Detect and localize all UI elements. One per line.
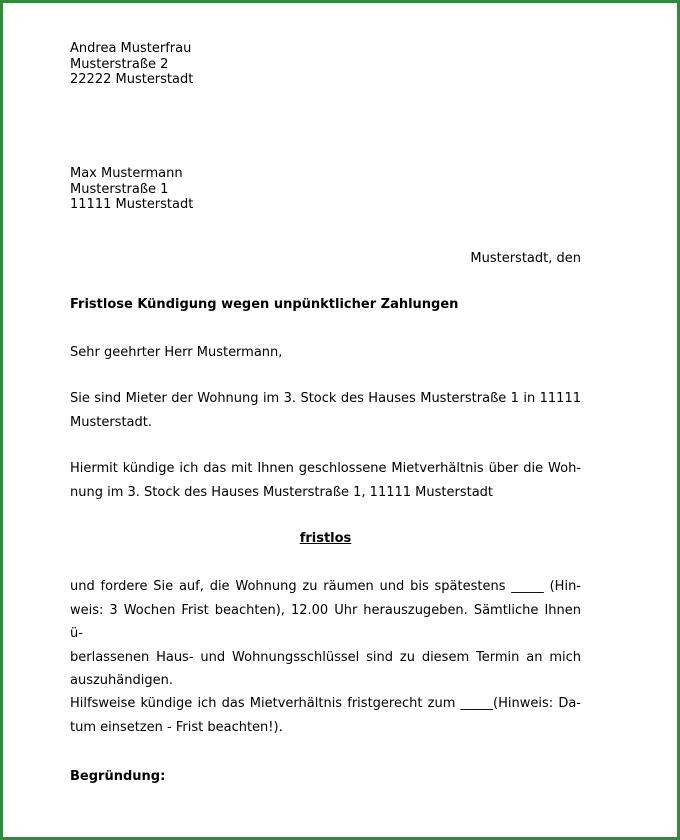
paragraph-line: berlassenen Haus- und Wohnungsschlüssel sind zu diesem Termin an mich	[70, 649, 581, 665]
paragraph-line: weis: 3 Wochen Frist beachten), 12.00 Uhr herauszugeben. Sämtliche Ihnen ü-	[70, 602, 581, 641]
paragraph-line: Sie sind Mieter der Wohnung im 3. Stock des Hauses Musterstraße 1 in 11111	[70, 391, 581, 406]
paragraph-line: Musterstadt.	[70, 414, 152, 430]
paragraph-line: Hilfsweise kündige ich das Mietverhältnis fristgerecht zum _____(Hinweis: Da-	[70, 696, 581, 711]
recipient-name: Max Mustermann	[70, 166, 183, 181]
recipient-street: Musterstraße 1	[70, 181, 169, 197]
subject-line: Fristlose Kündigung wegen unpünktlicher Zahlungen	[70, 297, 459, 312]
recipient-address	[70, 166, 581, 213]
salutation: Sehr geehrter Herr Mustermann,	[70, 345, 283, 360]
paragraph-line: auszuhändigen.	[70, 673, 173, 688]
paragraph-termination	[70, 457, 581, 504]
recipient-city: 11111 Musterstadt	[70, 197, 194, 212]
sender-name: Andrea Musterfrau	[70, 41, 192, 56]
paragraph-line: und fordere Sie auf, die Wohnung zu räumen und bis spätestens _____ (Hin-	[70, 579, 581, 594]
paragraph-line: nung im 3. Stock des Hauses Musterstraße 1, 11111 Musterstadt	[70, 484, 494, 500]
place-date: Musterstadt, den	[470, 251, 581, 266]
paragraph-tenancy	[70, 387, 581, 434]
paragraph-line: tum einsetzen - Frist beachten!).	[70, 719, 283, 735]
paragraph-eviction	[70, 575, 581, 693]
reason-heading: Begründung:	[70, 769, 166, 784]
paragraph-line: Hiermit kündige ich das mit Ihnen geschlossene Mietverhältnis über die Woh-	[70, 461, 581, 476]
sender-city: 22222 Musterstadt	[70, 72, 194, 87]
paragraph-alternative	[70, 692, 581, 739]
sender-street: Musterstraße 2	[70, 56, 169, 72]
sender-address	[70, 41, 581, 88]
emphasis-fristlos: fristlos	[299, 531, 352, 546]
